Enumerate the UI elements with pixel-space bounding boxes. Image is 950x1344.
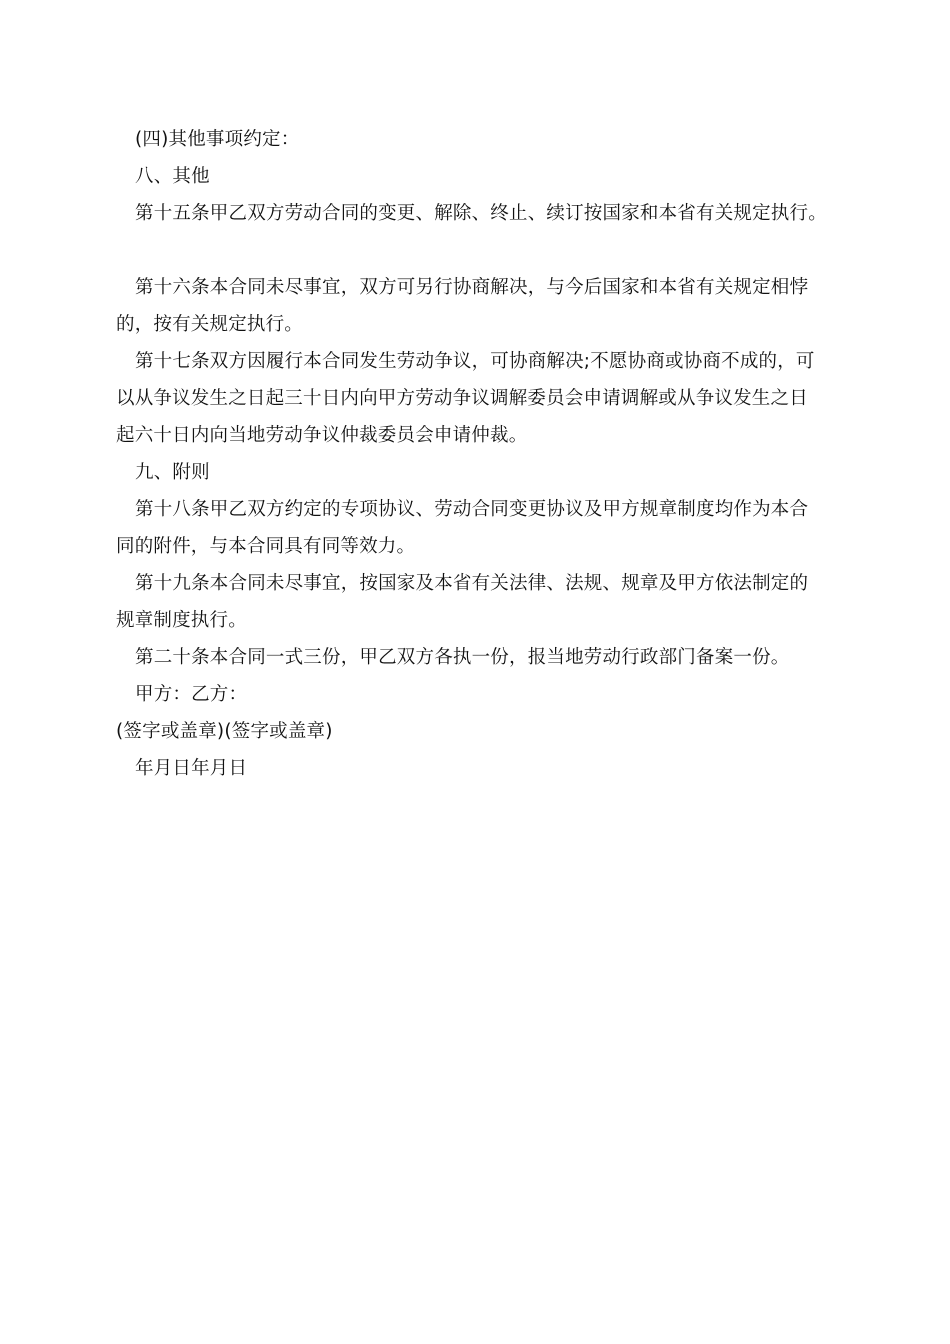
article-18-line-1: 第十八条甲乙双方约定的专项协议、劳动合同变更协议及甲方规章制度均作为本合 <box>135 499 809 520</box>
signature-parties: 甲方：乙方： <box>135 684 248 705</box>
article-15: 第十五条甲乙双方劳动合同的变更、解除、终止、续订按国家和本省有关规定执行。 <box>135 203 827 224</box>
clause-other-matters: (四)其他事项约定： <box>135 129 300 150</box>
paragraph-gap <box>116 232 836 269</box>
article-17-line-2: 以从争议发生之日起三十日内向甲方劳动争议调解委员会申请调解或从争议发生之日 <box>116 388 808 409</box>
article-16-line-2: 的，按有关规定执行。 <box>116 314 304 335</box>
article-19-line-2: 规章制度执行。 <box>116 610 247 631</box>
article-17-line-3: 起六十日内向当地劳动争议仲裁委员会申请仲裁。 <box>116 425 528 446</box>
signature-stamp-labels: (签字或盖章)(签字或盖章) <box>116 721 333 742</box>
article-18-line-2: 同的附件，与本合同具有同等效力。 <box>116 536 416 557</box>
article-16-line-1: 第十六条本合同未尽事宜，双方可另行协商解决，与今后国家和本省有关规定相悖 <box>135 277 809 298</box>
section-heading-supplementary: 九、附则 <box>135 462 210 483</box>
section-heading-other: 八、其他 <box>135 166 210 187</box>
article-19-line-1: 第十九条本合同未尽事宜，按国家及本省有关法律、法规、规章及甲方依法制定的 <box>135 573 809 594</box>
article-20: 第二十条本合同一式三份，甲乙双方各执一份，报当地劳动行政部门备案一份。 <box>135 647 790 668</box>
signature-dates: 年月日年月日 <box>135 758 248 779</box>
article-17-line-1: 第十七条双方因履行本合同发生劳动争议，可协商解决;不愿协商或协商不成的，可 <box>135 351 815 372</box>
document-body <box>116 121 836 787</box>
